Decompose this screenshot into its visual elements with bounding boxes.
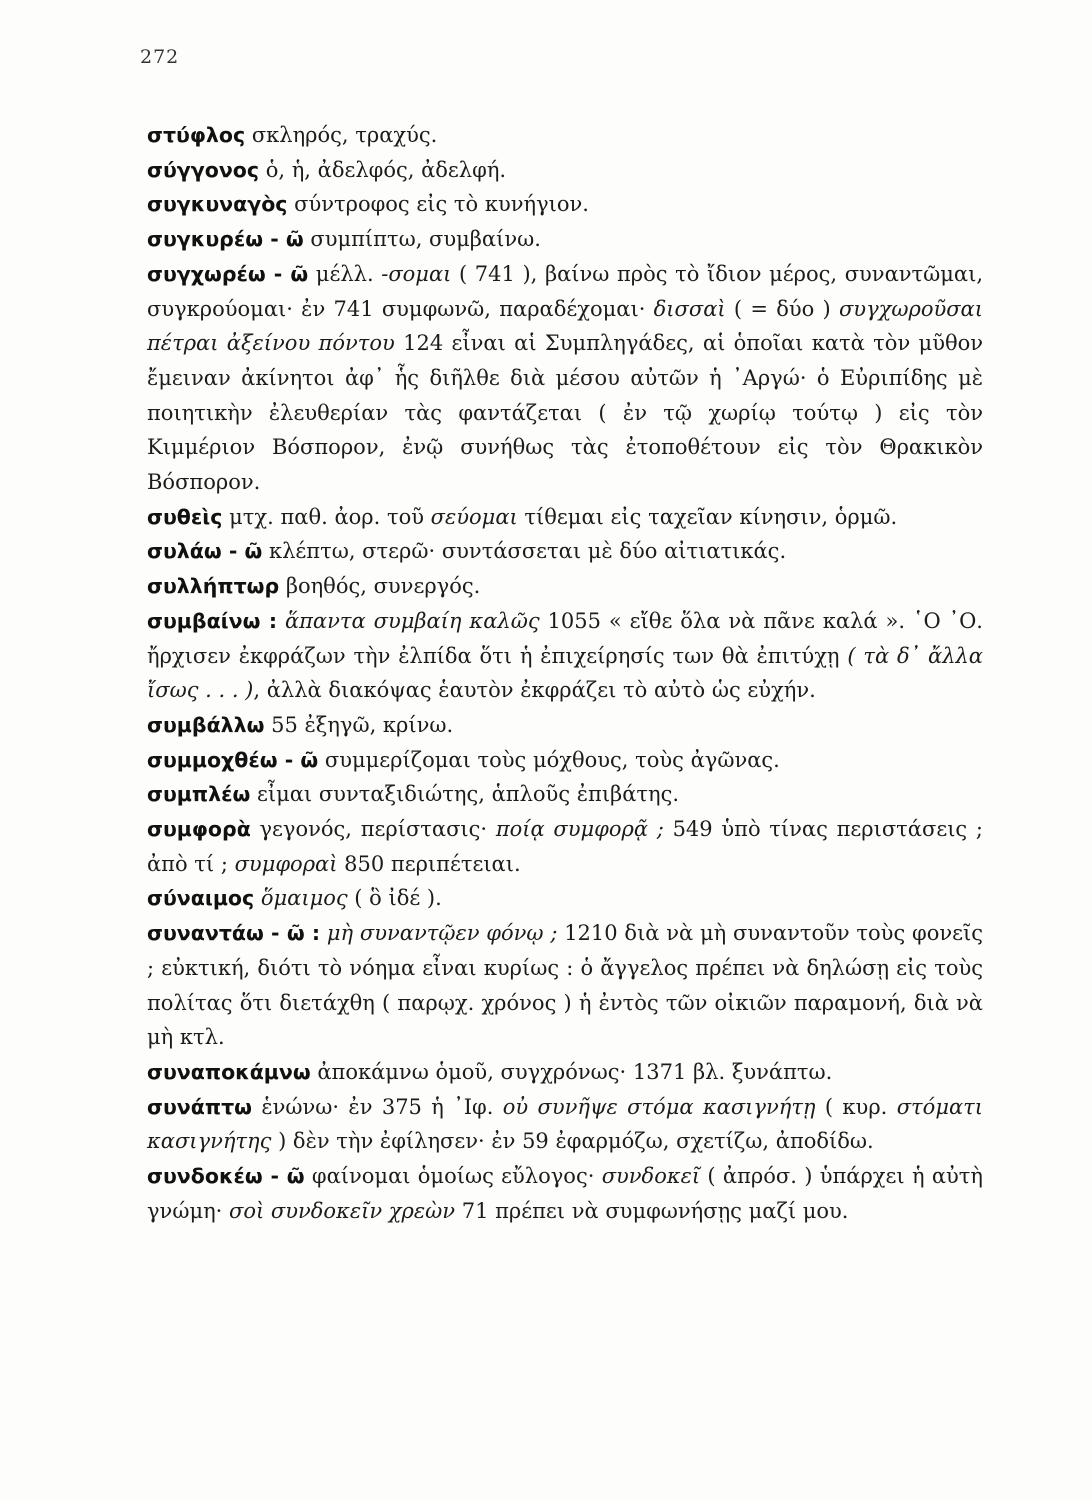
entry-quote: συνδοκεῖ <box>601 1164 701 1189</box>
glossary-entry <box>147 1090 983 1159</box>
glossary-entry <box>147 1159 983 1228</box>
entry-text: συμπίπτω, συμβαίνω. <box>303 227 541 252</box>
entry-quote: σεύομαι <box>430 504 518 529</box>
entry-text: τίθεμαι εἰς ταχεῖαν κίνησιν, ὁρμῶ. <box>517 504 898 529</box>
glossary-entry <box>147 153 983 188</box>
glossary-entry <box>147 777 983 812</box>
entry-quote: δισσαὶ <box>653 296 726 321</box>
entry-quote: στόματι κασιγνήτης <box>147 1094 983 1154</box>
glossary-entry <box>147 187 983 222</box>
entry-headword: συμφορὰ <box>147 817 251 842</box>
entry-text: 850 περιπέτειαι. <box>337 851 521 876</box>
glossary-entry <box>147 812 983 881</box>
glossary-entry <box>147 118 983 153</box>
entry-headword: συμβαίνω : <box>147 608 278 633</box>
page-number: 272 <box>140 46 180 68</box>
entry-text: ( = δύο ) <box>725 296 839 321</box>
entry-text: σκληρός, τραχύς. <box>245 123 438 147</box>
entry-text: ἀποκάμνω ὁμοῦ, συγχρόνως· 1371 βλ. ξυνάπτω. <box>310 1059 833 1084</box>
entry-headword: συθεὶς <box>147 504 223 529</box>
glossary-entry <box>147 500 983 535</box>
glossary-entry <box>147 222 983 257</box>
entry-headword: συλάω - ῶ <box>147 539 263 564</box>
entry-quote: ὅμαιμος <box>260 886 348 911</box>
entry-quote: ἅπαντα συμβαίη καλῶς <box>284 608 540 633</box>
entry-text: ( ἀπρόσ. ) ὑπάρχει ἡ αὐτὴ γνώμη· <box>147 1164 983 1223</box>
entry-text: 1210 διὰ νὰ μὴ συναντοῦν τοὺς φονεῖς ; εὐκτική, διότι τὸ νόημα εἶναι κυρίως : ὁ ἄγγελος πρέπει νὰ δηλώσῃ εἰς τοὺς πολίτας ὅτι διετάχθη ( παρῳχ. χρόνος ) ἡ ἐντὸς τῶν οἰκιῶν παραμονή, διὰ νὰ μὴ κτλ. <box>147 921 983 1050</box>
dictionary-entries <box>147 118 983 1229</box>
entry-headword: σύναιμος <box>147 886 255 911</box>
entry-quote: σοὶ συνδοκεῖν χρεὼν <box>229 1198 456 1223</box>
entry-quote: οὐ συνῆψε στόμα κασιγνήτῃ <box>502 1094 816 1119</box>
glossary-entry <box>147 604 983 708</box>
entry-headword: συναποκάμνω <box>147 1059 311 1084</box>
entry-text: γεγονός, περίστασις· <box>250 817 496 842</box>
entry-text <box>254 886 261 910</box>
entry-text: σύντροφος εἰς τὸ κυνήγιον. <box>287 192 589 217</box>
glossary-entry <box>147 916 983 1055</box>
entry-text: , ἀλλὰ διακόψας ἑαυτὸν ἐκφράζει τὸ αὐτὸ ὡς εὐχήν. <box>253 678 816 703</box>
entry-quote: -σομαι <box>381 261 452 286</box>
entry-headword: συλλήπτωρ <box>147 574 280 599</box>
entry-headword: συναντάω - ῶ : <box>147 921 321 946</box>
glossary-entry <box>147 881 983 916</box>
entry-text: μέλλ. <box>308 261 382 286</box>
entry-text: ( ὃ ἰδέ ). <box>347 886 442 911</box>
entry-text: ὁ, ἡ, ἀδελφός, ἀδελφή. <box>259 157 507 182</box>
entry-text <box>277 609 285 633</box>
entry-text: 124 εἶναι αἱ Συμπληγάδες, αἱ ὁποῖαι κατὰ τὸν μῦθον ἔμειναν ἀκίνητοι ἀφ᾽ ἧς διῆλθε διὰ μέσου αὐτῶν ἡ ᾿Αργώ· ὁ Εὐριπίδης μὲ ποιητικὴν ἐλευθερίαν τὰς φαντάζεται ( ἐν τῷ χωρίῳ τούτῳ ) εἰς τὸν Κιμμέριον Βόσπορον, ἐνῷ συνήθως τὰς ἐτοποθέτουν εἰς τὸν Θρακικὸν Βόσπορον. <box>147 331 984 495</box>
entry-text: 549 ὑπὸ τίνας περιστάσεις ; ἀπὸ τί ; <box>147 817 983 876</box>
entry-text: ( 741 ), βαίνω πρὸς τὸ ἴδιον μέρος, συναντῶμαι, συγκρούομαι· ἐν 741 συμφωνῶ, παραδέχομαι· <box>147 261 983 321</box>
entry-quote: ( τὰ δ᾽ ἄλλα ἴσως . . . ) <box>147 643 983 703</box>
entry-quote: μὴ συναντῷεν φόνῳ ; <box>326 921 558 946</box>
entry-text: συμμερίζομαι τοὺς μόχθους, τοὺς ἀγῶνας. <box>318 747 780 772</box>
entry-text <box>320 921 327 945</box>
entry-headword: συνάπτω <box>147 1094 252 1119</box>
entry-text: 55 ἐξηγῶ, κρίνω. <box>264 712 454 737</box>
glossary-entry <box>147 708 983 743</box>
entry-headword: συμμοχθέω - ῶ <box>147 747 319 772</box>
entry-headword: συγχωρέω - ῶ <box>147 261 309 286</box>
entry-headword: συγκυναγὸς <box>147 192 288 217</box>
glossary-entry <box>147 257 983 500</box>
entry-quote: συμφοραὶ <box>234 851 338 876</box>
entry-text: ἑνώνω· ἐν 375 ἡ ᾿Ιφ. <box>251 1094 503 1119</box>
entry-text: βοηθός, συνεργός. <box>279 574 481 599</box>
entry-headword: στύφλος <box>147 123 246 147</box>
entry-headword: συγκυρέω - ῶ <box>147 227 304 252</box>
entry-text: εἶμαι συνταξιδιώτης, ἁπλοῦς ἐπιβάτης. <box>250 782 680 807</box>
entry-text: 71 πρέπει νὰ συμφωνήσῃς μαζί μου. <box>455 1198 849 1223</box>
entry-headword: συμβάλλω <box>147 712 265 737</box>
entry-text: ) δὲν τὴν ἐφίλησεν· ἐν 59 ἐφαρμόζω, σχετίζω, ἀποδίδω. <box>271 1129 874 1154</box>
entry-text: μτχ. παθ. ἀορ. τοῦ <box>222 504 431 529</box>
entry-quote: συγχωροῦσαι πέτραι ἀξείνου πόντου <box>147 296 983 356</box>
entry-quote: ποίᾳ συμφορᾷ ; <box>495 817 664 842</box>
entry-text: ( κυρ. <box>815 1094 897 1119</box>
entry-headword: σύγγονος <box>147 157 260 182</box>
glossary-entry <box>147 569 983 604</box>
glossary-entry <box>147 1055 983 1090</box>
glossary-entry <box>147 534 983 569</box>
entry-text: φαίνομαι ὁμοίως εὔλογος· <box>304 1164 602 1189</box>
entry-headword: συνδοκέω - ῶ <box>147 1164 305 1189</box>
entry-text: 1055 « εἴθε ὅλα νὰ πᾶνε καλά ». ῾Ο ᾿Ο. ἤρχισεν ἐκφράζων τὴν ἐλπίδα ὅτι ἡ ἐπιχείρησίς των θὰ ἐπιτύχῃ <box>147 608 983 668</box>
entry-text: κλέπτω, στερῶ· συντάσσεται μὲ δύο αἰτιατικάς. <box>262 539 787 564</box>
glossary-entry <box>147 743 983 778</box>
entry-headword: συμπλέω <box>147 782 251 807</box>
